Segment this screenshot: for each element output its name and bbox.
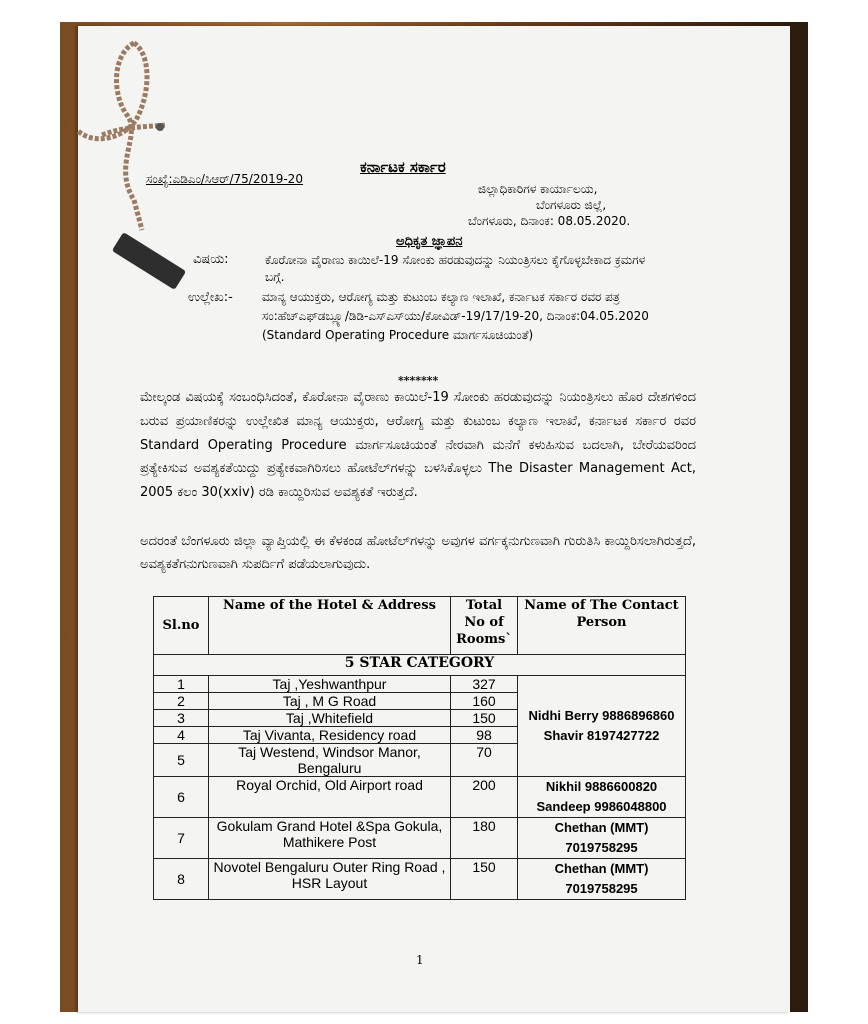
reference-label: ಉಲ್ಲೇಖ:-	[188, 290, 233, 305]
table-row	[154, 859, 686, 900]
row-rooms: 327	[451, 676, 518, 693]
district-name: ಬೆಂಗಳೂರು ಜಿಲ್ಲೆ,	[536, 198, 607, 212]
header-slno: Sl.no	[154, 597, 209, 655]
row-slno: 1	[154, 676, 209, 693]
order-title: ಅಧಿಕೃತ ಜ್ಞಾಪನ	[396, 234, 463, 249]
category-row	[154, 655, 686, 676]
row-hotel-name: Taj Westend, Windsor Manor, Bengaluru	[209, 744, 451, 777]
header-contact-person: Name of The Contact Person	[518, 597, 686, 655]
contact-person-group-1: Nidhi Berry 9886896860 Shavir 8197427722	[518, 676, 686, 777]
page-number: 1	[416, 953, 424, 967]
row-slno: 7	[154, 818, 209, 859]
row-hotel-name: Royal Orchid, Old Airport road	[209, 777, 451, 818]
contact-person-row-7: Chethan (MMT) 7019758295	[518, 818, 686, 859]
reference-number: ಸಂಖ್ಯೆ:ಎಡಿಎಂ/ಸಿಆರ್/75/2019-20	[146, 172, 303, 186]
header-total-rooms: Total No of Rooms`	[451, 597, 518, 655]
table-row	[154, 818, 686, 859]
table-row	[154, 676, 686, 693]
row-slno: 3	[154, 710, 209, 727]
reference-text: ಮಾನ್ಯ ಆಯುಕ್ತರು, ಆರೋಗ್ಯ ಮತ್ತು ಕುಟುಂಬ ಕಲ್ಯಾಣ ಇಲಾಖೆ, ಕರ್ನಾಟಕ ಸರ್ಕಾರ ರವರ ಪತ್ರ ಸಂ:ಹೆಚ್‌ಎಫ್‌ಡಬ್ಲ್ಯೂ/ಡಿಡಿ-ಎಸ್‌ಎಸ್‌ಯು/ಕೋವಿಡ್-19/17/19-20, ದಿನಾಂಕ:04.05.2020 (Standard Operating Procedure ಮಾರ್ಗಸೂಚಿಯಂತೆ)	[262, 290, 649, 342]
header-hotel-name: Name of the Hotel & Address	[209, 597, 451, 655]
body-paragraph-1: ಮೇಲ್ಕಂಡ ವಿಷಯಕ್ಕೆ ಸಂಬಂಧಿಸಿದಂತೆ, ಕೊರೋನಾ ವೈರಾಣು ಕಾಯಿಲೆ-19 ಸೋಂಕು ಹರಡುವುದನ್ನು ನಿಯಂತ್ರಿಸಲು ಹೊರ ದೇಶಗಳಿಂದ ಬರುವ ಪ್ರಯಾಣಿಕರನ್ನು ಉಲ್ಲೇಖಿತ ಮಾನ್ಯ ಆಯುಕ್ತರು, ಆರೋಗ್ಯ ಮತ್ತು ಕುಟುಂಬ ಕಲ್ಯಾಣ ಇಲಾಖೆ, ಕರ್ನಾಟಕ ಸರ್ಕಾರ ರವರ Standard Operating Procedure ಮಾರ್ಗಸೂಚಿಯಂತೆ ನೇರವಾಗಿ ಮನೆಗೆ ಕಳುಹಿಸುವ ಬದಲಾಗಿ, ಬೇರೆಯವರಿಂದ ಪ್ರತ್ಯೇಕಿಸುವ ಅವಶ್ಯಕತೆಯಿದ್ದು ಪ್ರತ್ಯೇಕವಾಗಿರಿಸಲು ಹೋಟೆಲ್‌ಗಳನ್ನು ಬಳಸಿಕೊಳ್ಳಲು The Disaster Management Act, 2005 ಕಲಂ 30(xxiv) ರಡಿ ಕಾಯ್ದಿರಿಸುವ ಅವಶ್ಯಕತೆ ಇರುತ್ತದೆ.	[140, 390, 696, 501]
row-slno: 2	[154, 693, 209, 710]
subject-label: ವಿಷಯ:	[193, 252, 229, 267]
row-rooms: 150	[451, 859, 518, 900]
body-paragraph-2: ಅದರಂತೆ ಬೆಂಗಳೂರು ಜಿಲ್ಲಾ ವ್ಯಾಪ್ತಿಯಲ್ಲಿ ಈ ಕೆಳಕಂಡ ಹೋಟೆಲ್‌ಗಳನ್ನು ಅವುಗಳ ವರ್ಗಕ್ಕನುಗುಣವಾಗಿ ಗುರುತಿಸಿ ಕಾಯ್ದಿರಿಸಲಾಗಿರುತ್ತದೆ, ಅವಶ್ಯಕತೆಗನುಗುಣವಾಗಿ ಸುಪರ್ದಿಗೆ ಪಡೆಯಲಾಗುವುದು.	[140, 534, 696, 572]
row-rooms: 70	[451, 744, 518, 777]
row-hotel-name: Taj , M G Road	[209, 693, 451, 710]
contact-person-row-6: Nikhil 9886600820 Sandeep 9986048800	[518, 777, 686, 818]
row-slno: 4	[154, 727, 209, 744]
category-label: 5 STAR CATEGORY	[154, 655, 686, 676]
contact-person-row-8: Chethan (MMT) 7019758295	[518, 859, 686, 900]
row-hotel-name: Taj Vivanta, Residency road	[209, 727, 451, 744]
row-hotel-name: Taj ,Yeshwanthpur	[209, 676, 451, 693]
subject-text: ಕೊರೋನಾ ವೈರಾಣು ಕಾಯಿಲೆ-19 ಸೋಂಕು ಹರಡುವುದನ್ನು ನಿಯಂತ್ರಿಸಲು ಕೈಗೊಳ್ಳಬೇಕಾದ ಕ್ರಮಗಳ ಬಗ್ಗೆ.	[265, 253, 646, 284]
table-row	[154, 777, 686, 818]
row-hotel-name: Gokulam Grand Hotel &Spa Gokula, Mathikere Post	[209, 818, 451, 859]
row-rooms: 160	[451, 693, 518, 710]
government-title: ಕರ್ನಾಟಕ ಸರ್ಕಾರ	[360, 158, 446, 176]
row-slno: 5	[154, 744, 209, 777]
row-rooms: 150	[451, 710, 518, 727]
binding-string	[72, 35, 182, 235]
table-header-row	[154, 597, 686, 655]
row-slno: 6	[154, 777, 209, 818]
row-rooms: 180	[451, 818, 518, 859]
hotel-table	[153, 596, 686, 900]
row-slno: 8	[154, 859, 209, 900]
row-hotel-name: Taj ,Whitefield	[209, 710, 451, 727]
separator-stars: *******	[398, 374, 439, 387]
row-hotel-name: Novotel Bengaluru Outer Ring Road , HSR Layout	[209, 859, 451, 900]
office-name: ಜಿಲ್ಲಾಧಿಕಾರಿಗಳ ಕಾರ್ಯಾಲಯ,	[478, 182, 598, 196]
row-rooms: 200	[451, 777, 518, 818]
row-rooms: 98	[451, 727, 518, 744]
date-line: ಬೆಂಗಳೂರು, ದಿನಾಂಕ: 08.05.2020.	[468, 214, 631, 228]
